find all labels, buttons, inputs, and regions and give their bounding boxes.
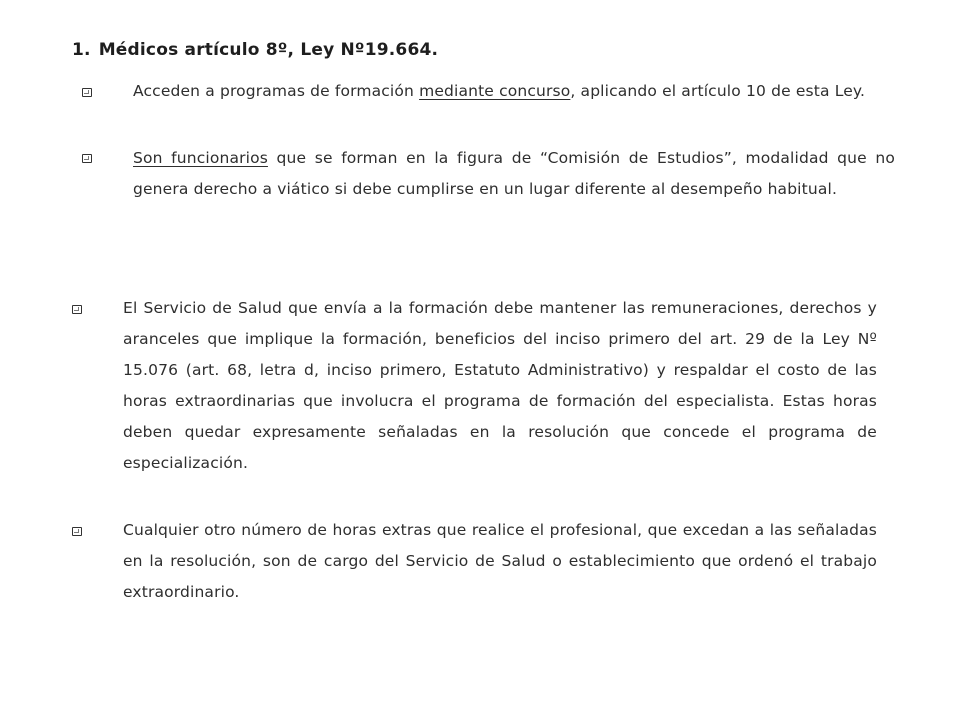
bullet-paragraph: El Servicio de Salud que envía a la formación debe mantener las remuneraciones, derechos y aranceles que implique la formación, beneficios del inciso primero del art. 29 de la Ley Nº 15.076 (art. 68, letra d, inciso primero, Estatuto Administrativo) y respaldar el costo de las horas extraordinarias que involucra el programa de formación del especialista. Estas horas deben quedar expresamente señaladas en la resolución que concede el programa de especialización. <box>123 299 877 472</box>
section-title: Médicos artículo 8º, Ley Nº19.664. <box>98 40 439 60</box>
checkbox-bullet-icon <box>82 154 92 163</box>
checkbox-bullet-icon <box>82 88 92 97</box>
bullet-paragraph: Son funcionarios que se forman en la figura de “Comisión de Estudios”, modalidad que no genera derecho a viático si debe cumplirse en un lugar diferente al desempeño habitual. <box>133 149 895 198</box>
bullet-paragraph: Acceden a programas de formación mediante concurso, aplicando el artículo 10 de esta Ley. <box>133 82 866 100</box>
checkbox-bullet-icon <box>72 527 82 536</box>
underlined-phrase: mediante concurso <box>419 82 571 100</box>
section-number: 1. <box>72 40 91 60</box>
bullet-paragraph: Cualquier otro número de horas extras que realice el profesional, que excedan a las señaladas en la resolución, son de cargo del Servicio de Salud o establecimiento que ordenó el trabajo extraordinario. <box>123 521 877 601</box>
checkbox-bullet-icon <box>72 305 82 314</box>
section-heading <box>72 40 438 60</box>
underlined-phrase: Son funcionarios <box>133 149 268 167</box>
